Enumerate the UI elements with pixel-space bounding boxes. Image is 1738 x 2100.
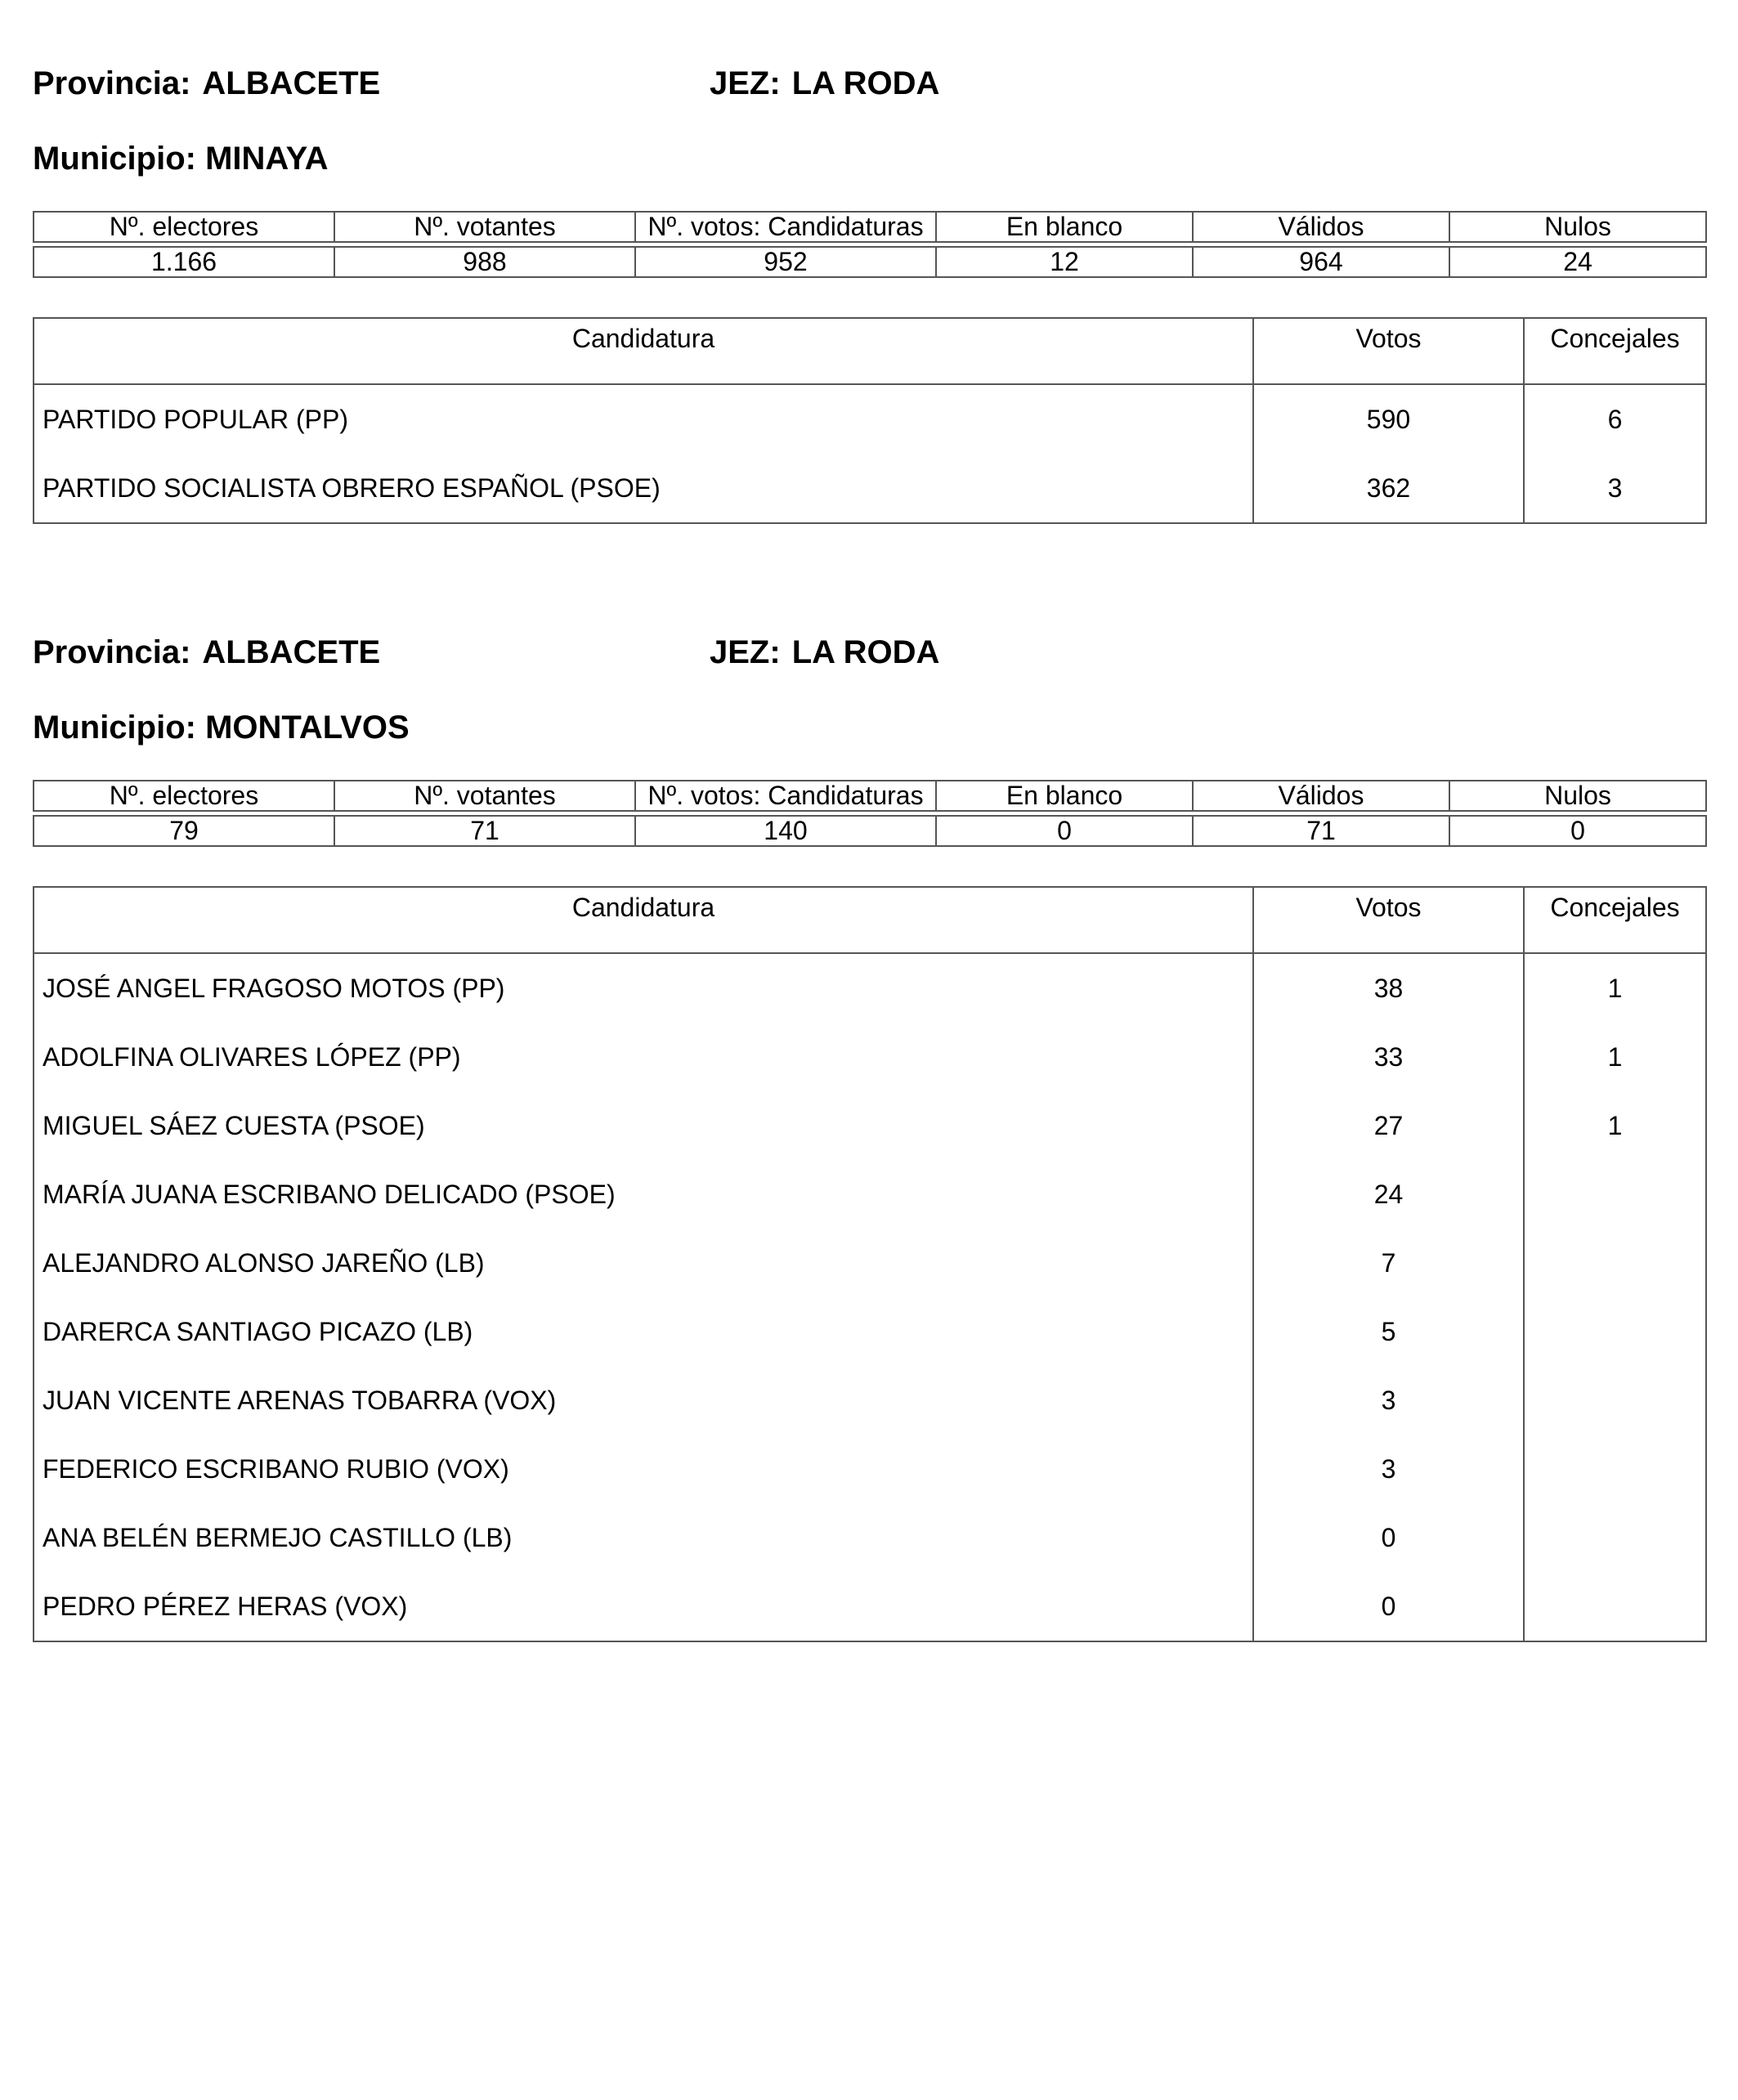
concejales-value: 1 <box>1607 1041 1623 1072</box>
table-row <box>34 1572 1706 1641</box>
provincia-value: ALBACETE <box>202 634 381 670</box>
candidatura-name: MARÍA JUANA ESCRIBANO DELICADO (PSOE) <box>34 1160 1253 1229</box>
table-row <box>34 1091 1706 1160</box>
votos-value: 3 <box>1253 1435 1524 1503</box>
candidatura-name: PARTIDO POPULAR (PP) <box>34 384 1253 454</box>
municipio-label: Municipio: <box>33 141 196 177</box>
votos-header: Votos <box>1253 318 1524 384</box>
candidatura-name: ADOLFINA OLIVARES LÓPEZ (PP) <box>34 1023 1253 1091</box>
table-row <box>34 1366 1706 1435</box>
municipio-heading <box>33 708 410 747</box>
concejales-value <box>1524 1160 1706 1229</box>
stats-value: 0 <box>936 816 1193 846</box>
stats-header: Nº. votos: Candidaturas <box>635 781 936 811</box>
concejales-value <box>1524 1297 1706 1366</box>
stats-value: 140 <box>635 816 936 846</box>
results-header-row <box>34 887 1706 953</box>
stats-values-table <box>33 246 1707 278</box>
concejales-value <box>1524 1435 1706 1503</box>
municipio-label: Municipio: <box>33 710 196 746</box>
candidatura-name: JOSÉ ANGEL FRAGOSO MOTOS (PP) <box>34 953 1253 1023</box>
votos-value: 27 <box>1253 1091 1524 1160</box>
candidatura-name: ALEJANDRO ALONSO JAREÑO (LB) <box>34 1229 1253 1297</box>
provincia-heading <box>33 64 380 103</box>
jez-value: LA RODA <box>791 634 940 670</box>
table-row <box>34 384 1706 454</box>
candidatura-name: MIGUEL SÁEZ CUESTA (PSOE) <box>34 1091 1253 1160</box>
stats-value: 71 <box>1193 816 1449 846</box>
table-row <box>34 1297 1706 1366</box>
stats-header-row <box>34 781 1706 811</box>
concejales-value <box>1524 1503 1706 1572</box>
stats-value: 79 <box>34 816 334 846</box>
candidatura-name: JUAN VICENTE ARENAS TOBARRA (VOX) <box>34 1366 1253 1435</box>
table-row <box>34 1023 1706 1091</box>
concejales-value <box>1524 1572 1706 1641</box>
stats-value: 71 <box>334 816 635 846</box>
table-row <box>34 1160 1706 1229</box>
stats-value: 1.166 <box>34 247 334 277</box>
stats-values-table <box>33 815 1707 847</box>
table-row <box>34 1435 1706 1503</box>
concejales-header: Concejales <box>1524 318 1706 384</box>
jez-heading <box>710 633 939 672</box>
concejales-value: 1 <box>1607 973 1623 1003</box>
results-table <box>33 886 1707 1642</box>
jez-label: JEZ: <box>710 65 781 101</box>
votos-value: 362 <box>1253 454 1524 523</box>
municipio-heading <box>33 139 329 178</box>
table-row <box>34 953 1706 1023</box>
results-header-row <box>34 318 1706 384</box>
concejales-value: 1 <box>1607 1110 1623 1140</box>
candidatura-name: ANA BELÉN BERMEJO CASTILLO (LB) <box>34 1503 1253 1572</box>
jez-label: JEZ: <box>710 634 781 670</box>
jez-heading <box>710 64 939 103</box>
stats-value: 988 <box>334 247 635 277</box>
candidatura-name: FEDERICO ESCRIBANO RUBIO (VOX) <box>34 1435 1253 1503</box>
table-row <box>34 1229 1706 1297</box>
votos-value: 5 <box>1253 1297 1524 1366</box>
stats-value: 0 <box>1449 816 1706 846</box>
votos-value: 3 <box>1253 1366 1524 1435</box>
provincia-label: Provincia: <box>33 634 191 670</box>
provincia-heading <box>33 633 380 672</box>
results-table <box>33 317 1707 524</box>
stats-value: 952 <box>635 247 936 277</box>
stats-header: En blanco <box>936 781 1193 811</box>
table-row <box>34 1503 1706 1572</box>
candidatura-name: PARTIDO SOCIALISTA OBRERO ESPAÑOL (PSOE) <box>34 454 1253 523</box>
stats-header: En blanco <box>936 212 1193 242</box>
stats-header: Válidos <box>1193 212 1449 242</box>
votos-header: Votos <box>1253 887 1524 953</box>
stats-value-row <box>34 816 1706 846</box>
provincia-value: ALBACETE <box>202 65 381 101</box>
stats-header: Nº. votantes <box>334 212 635 242</box>
concejales-value <box>1524 1229 1706 1297</box>
concejales-value <box>1524 1366 1706 1435</box>
stats-table <box>33 211 1707 243</box>
stats-header: Nulos <box>1449 781 1706 811</box>
stats-value: 964 <box>1193 247 1449 277</box>
votos-value: 590 <box>1253 384 1524 454</box>
table-row <box>34 454 1706 523</box>
votos-value: 7 <box>1253 1229 1524 1297</box>
candidatura-name: DARERCA SANTIAGO PICAZO (LB) <box>34 1297 1253 1366</box>
stats-value: 12 <box>936 247 1193 277</box>
candidatura-header: Candidatura <box>34 318 1253 384</box>
provincia-label: Provincia: <box>33 65 191 101</box>
candidatura-name: PEDRO PÉREZ HERAS (VOX) <box>34 1572 1253 1641</box>
candidatura-header: Candidatura <box>34 887 1253 953</box>
votos-value: 33 <box>1253 1023 1524 1091</box>
stats-value-row <box>34 247 1706 277</box>
stats-header: Nº. votantes <box>334 781 635 811</box>
concejales-value: 3 <box>1607 472 1623 503</box>
stats-table <box>33 780 1707 812</box>
stats-header: Nº. electores <box>34 212 334 242</box>
concejales-value: 6 <box>1607 404 1623 434</box>
votos-value: 0 <box>1253 1572 1524 1641</box>
stats-header-row <box>34 212 1706 242</box>
votos-value: 24 <box>1253 1160 1524 1229</box>
votos-value: 38 <box>1253 953 1524 1023</box>
stats-header: Nº. electores <box>34 781 334 811</box>
concejales-header: Concejales <box>1524 887 1706 953</box>
jez-value: LA RODA <box>791 65 940 101</box>
votos-value: 0 <box>1253 1503 1524 1572</box>
stats-header: Nº. votos: Candidaturas <box>635 212 936 242</box>
municipio-value: MINAYA <box>205 141 329 177</box>
municipio-value: MONTALVOS <box>205 710 410 746</box>
stats-header: Válidos <box>1193 781 1449 811</box>
stats-header: Nulos <box>1449 212 1706 242</box>
stats-value: 24 <box>1449 247 1706 277</box>
